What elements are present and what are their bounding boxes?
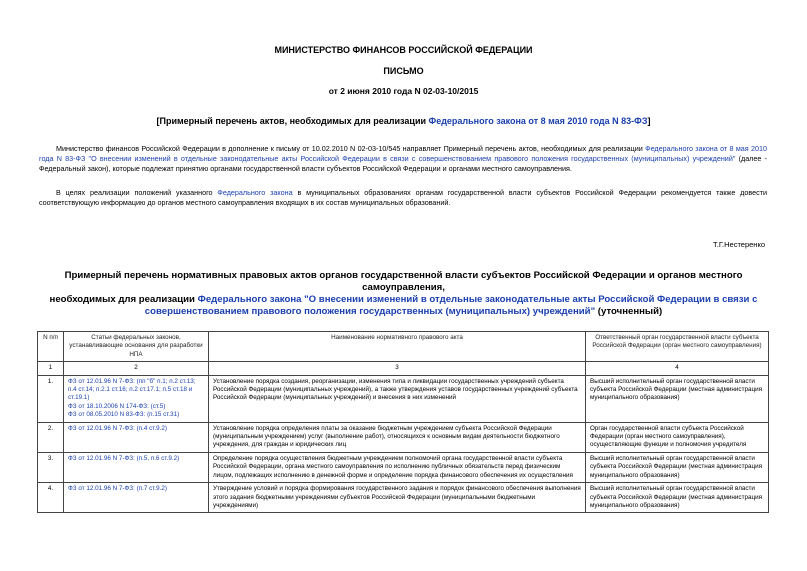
column-number: 4 [586,362,769,375]
law-link[interactable]: ФЗ от 12.01.96 N 7-ФЗ: (п.7 ст.9.2) [68,485,168,493]
act-name-cell: Установление порядка определения платы за оказание бюджетным учреждением субъекта Российской Федерации (муниципальным учреждением) услуг (выполнение работ), относящихся к основным видам деятельности бюджетного учреждения, для граждан и юридических лиц [209,422,586,452]
header-responsible-body: Ответственный орган государственной власти субъекта Российской Федерации (орган местного самоуправления) [586,332,769,362]
column-number: 3 [209,362,586,375]
law-articles-cell [64,483,209,513]
list-title-law-link[interactable]: Федерального закона "О внесении изменений в отдельные законодательные акты Российской Федерации в связи с совершенствованием правового положения государственных (муниципальных) учреждений" [144,294,758,317]
act-name-cell: Определение порядка осуществления бюджетным учреждением полномочий органа государственной власти субъекта Российской Федерации, органа местного самоуправления по исполнению публичных обязательств перед физическим лицом, подлежащих исполнению в денежной форме и определение порядка финансового обеспечения их осуществления [209,452,586,482]
paragraph-2-law-link[interactable]: Федерального закона [217,188,293,197]
table-row [38,422,769,452]
table-column-numbers-row [38,362,769,375]
document-subject [0,116,807,126]
row-number: 2. [38,422,64,452]
signature: Т.Г.Нестеренко [713,240,765,249]
table-header-row [38,332,769,362]
act-name-cell: Установление порядка создания, реорганизации, изменения типа и ликвидации государственных учреждений субъекта Российской Федерации (муниципальных учреждений), а также утверждения уставов государственных учреждений субъекта Российской Федерации (муниципальных учреждений) и внесения в них изменений [209,375,586,422]
paragraph-1 [39,144,767,174]
paragraph-1-law-link[interactable]: Федерального закона от 8 мая 2010 года N 83-ФЗ "О внесении изменений в отдельные законодательные акты Российской Федерации в связи с совершенствованием правового положения государственных (муниципальных) учреждений" [39,144,767,163]
paragraph-1-text-a: Министерство финансов Российской Федерации в дополнение к письму от 10.02.2010 N 02-03-10/545 направляет Примерный перечень актов, необходимых для реализации [56,144,646,153]
law-link[interactable]: п.4 ст.14; п.2.1 ст.16; п.2 ст.17.1; п.5 ст.18 и ст.19.1) [68,386,193,402]
header-act-name: Наименование нормативного правового акта [209,332,586,362]
ministry-heading: МИНИСТЕРСТВО ФИНАНСОВ РОССИЙСКОЙ ФЕДЕРАЦИИ [274,45,533,55]
row-number: 1. [38,375,64,422]
row-number: 3. [38,452,64,482]
responsible-body-cell: Орган государственной власти субъекта Российской Федерации (орган местного самоуправления), осуществляющие функции и полномочия учредителя [586,422,769,452]
document-type: ПИСЬМО [383,66,424,76]
column-number: 2 [64,362,209,375]
law-link[interactable]: ФЗ от 18.10.2006 N 174-ФЗ: (ст.5) [68,402,166,410]
table-row [38,452,769,482]
law-link[interactable]: ФЗ от 12.01.96 N 7-ФЗ: (п.4 ст.9.2) [68,424,168,432]
law-link[interactable]: ФЗ от 08.05.2010 N 83-ФЗ: (п.15 ст.31) [68,411,180,419]
subject-law-link[interactable]: Федерального закона от 8 мая 2010 года N 83-ФЗ [428,116,648,126]
law-articles-cell [64,422,209,452]
column-number: 1 [38,362,64,375]
list-title-line1: Примерный перечень нормативных правовых актов органов государственной власти субъектов Российской Федерации и органов местного самоуправления, [64,270,743,293]
act-name-cell: Утверждение условий и порядка формирования государственного задания и порядок финансового обеспечения выполнения этого задания бюджетными учреждениями субъектов Российской Федерации (муниципальными бюджетными учреждениями) [209,483,586,513]
table-row [38,375,769,422]
law-link[interactable]: ФЗ от 12.01.96 N 7-ФЗ: (пп "б" п.1; п.2 ст.13; [68,377,196,385]
document-date: от 2 июня 2010 года N 02-03-10/2015 [328,86,479,96]
header-law-articles: Статьи федеральных законов, устанавливающие основания для разработки НПА [64,332,209,362]
subject-open: [Примерный перечень актов, необходимых для реализации [156,116,429,126]
law-link[interactable]: ФЗ от 12.01.96 N 7-ФЗ: (п.5, п.6 ст.9.2) [68,454,180,462]
list-title-pre: необходимых для реализации [49,294,198,305]
paragraph-2-text-a: В целях реализации положений указанного [56,188,218,197]
responsible-body-cell: Высший исполнительный орган государственной власти субъекта Российской Федерации (местная администрация муниципального образования) [586,452,769,482]
paragraph-1-text-b: (далее - Федеральный закон), которые подлежат принятию органами государственной власти субъектов Российской Федерации и органами местного самоуправления. [39,154,767,173]
table-row [38,483,769,513]
responsible-body-cell: Высший исполнительный орган государственной власти субъекта Российской Федерации (местная администрация муниципального образования) [586,375,769,422]
acts-table [37,331,769,513]
header-number: N п/п [38,332,64,362]
law-articles-cell [64,452,209,482]
subject-close: ] [647,116,651,126]
responsible-body-cell: Высший исполнительный орган государственной власти субъекта Российской Федерации (местная администрация муниципального образования) [586,483,769,513]
paragraph-2-text-b: в муниципальных образованиях органам государственной власти субъектов Российской Федерации рекомендуется также довести соответствующую информацию до органов местного самоуправления входящих в их состав муниципальных образований. [39,188,767,207]
law-articles-cell [64,375,209,422]
list-title [30,270,777,318]
list-title-post: (уточненный) [595,306,663,317]
row-number: 4. [38,483,64,513]
paragraph-2 [39,188,767,208]
